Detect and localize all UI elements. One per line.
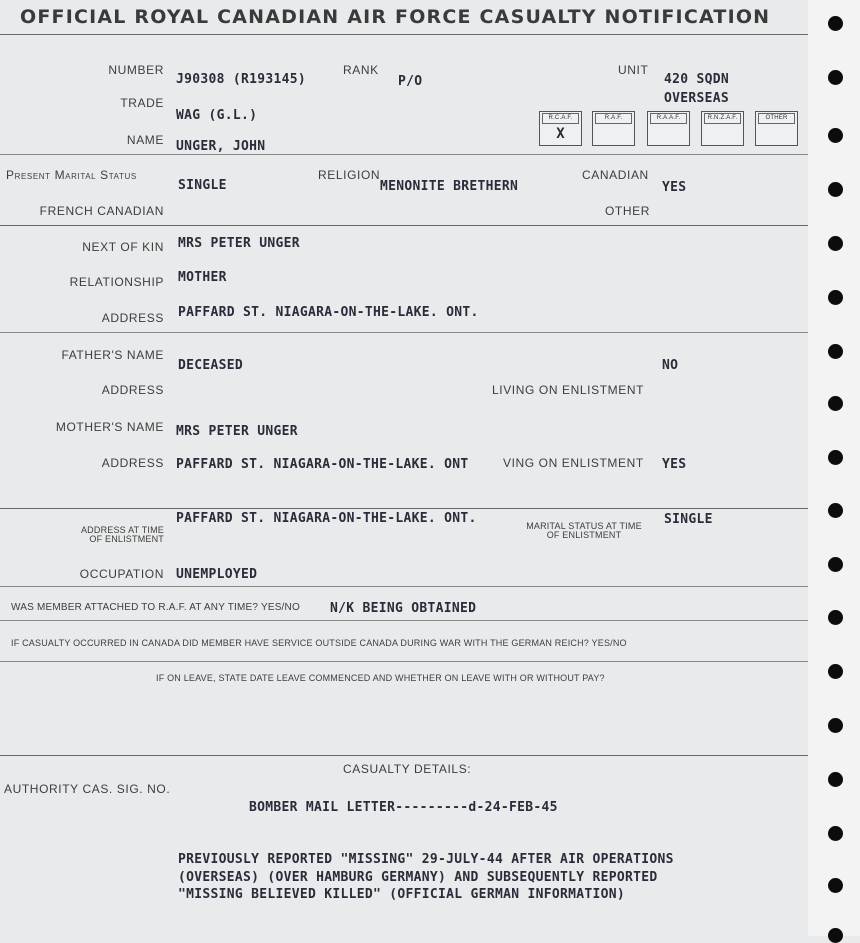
punch-hole <box>828 236 843 251</box>
enlistment-marital-label-line2: OF ENLISTMENT <box>546 530 622 540</box>
marital-status-value: SINGLE <box>178 178 227 193</box>
service-box-raf <box>592 111 635 146</box>
service-box-rnzaf <box>701 111 744 146</box>
number-label: NUMBER <box>108 63 164 77</box>
divider <box>0 586 808 587</box>
unit-value-line2: OVERSEAS <box>664 91 730 106</box>
service-box-raaf <box>647 111 690 146</box>
punch-hole <box>828 772 843 787</box>
service-box-label: R.N.Z.A.F. <box>704 113 741 124</box>
casualty-details-line2: (OVERSEAS) (OVER HAMBURG GERMANY) AND SUBSEQUENTLY REPORTED <box>178 870 658 885</box>
punch-hole <box>828 450 843 465</box>
enlistment-address-value: PAFFARD ST. NIAGARA-ON-THE-LAKE. ONT. <box>176 511 477 526</box>
service-box-rcaf <box>539 111 582 146</box>
form-title: OFFICIAL ROYAL CANADIAN AIR FORCE CASUALTY NOTIFICATION <box>20 6 771 28</box>
raf-answer-value: N/K BEING OBTAINED <box>330 601 477 616</box>
punch-hole <box>828 610 843 625</box>
enlistment-marital-label-line1: MARITAL STATUS AT TIME <box>526 521 642 531</box>
bomber-mail-line: BOMBER MAIL LETTER---------d-24-FEB-45 <box>249 800 558 815</box>
service-box-label: R.A.F. <box>595 113 632 124</box>
leave-question-label: IF ON LEAVE, STATE DATE LEAVE COMMENCED AND WHETHER ON LEAVE WITH OR WITHOUT PAY? <box>156 673 605 683</box>
mothers-name-value: MRS PETER UNGER <box>176 424 298 439</box>
service-box-label: OTHER <box>758 113 795 124</box>
punch-hole <box>828 16 843 31</box>
divider <box>0 755 808 756</box>
occupation-label: OCCUPATION <box>79 567 164 581</box>
french-canadian-label: FRENCH CANADIAN <box>39 204 164 218</box>
canadian-label: CANADIAN <box>582 168 649 182</box>
religion-label: RELIGION <box>318 168 381 182</box>
punch-hole <box>828 557 843 572</box>
next-of-kin-value: MRS PETER UNGER <box>178 236 300 251</box>
other-label: OTHER <box>605 204 650 218</box>
divider <box>0 508 808 509</box>
canadian-value: YES <box>662 180 687 195</box>
unit-value-line1: 420 SQDN <box>664 72 730 87</box>
raf-question-label: WAS MEMBER ATTACHED TO R.A.F. AT ANY TIME? YES/NO <box>11 602 300 613</box>
rank-label: RANK <box>343 63 379 77</box>
mother-living-label: VING ON ENLISTMENT <box>503 456 644 470</box>
mother-address-label: ADDRESS <box>101 456 164 470</box>
trade-label: TRADE <box>120 96 164 110</box>
authority-label: AUTHORITY CAS. SIG. NO. <box>4 782 171 796</box>
fathers-name-value: DECEASED <box>178 358 244 373</box>
punch-hole <box>828 826 843 841</box>
divider <box>0 34 808 35</box>
relationship-label: RELATIONSHIP <box>69 275 164 289</box>
divider <box>0 620 808 621</box>
punch-hole <box>828 128 843 143</box>
casualty-details-label: CASUALTY DETAILS: <box>343 762 472 776</box>
divider <box>0 332 808 333</box>
number-value: J90308 (R193145) <box>176 72 307 87</box>
service-box-label: R.C.A.F. <box>542 113 579 124</box>
father-living-value: NO <box>662 358 679 373</box>
occupation-value: UNEMPLOYED <box>176 567 258 582</box>
father-address-label: ADDRESS <box>101 383 164 397</box>
trade-value: WAG (G.L.) <box>176 108 258 123</box>
mother-living-value: YES <box>662 457 687 472</box>
nok-address-label: ADDRESS <box>101 311 164 325</box>
relationship-value: MOTHER <box>178 270 227 285</box>
fathers-name-label: FATHER'S NAME <box>61 348 164 362</box>
enlistment-marital-value: SINGLE <box>664 512 713 527</box>
casualty-details-line1: PREVIOUSLY REPORTED "MISSING" 29-JULY-44 AFTER AIR OPERATIONS <box>178 852 674 867</box>
service-box-mark: X <box>556 126 565 142</box>
punch-hole <box>828 182 843 197</box>
enlistment-address-label-line2: OF ENLISTMENT <box>89 534 164 544</box>
punch-hole <box>828 396 843 411</box>
divider <box>0 154 808 155</box>
canada-question-label: IF CASUALTY OCCURRED IN CANADA DID MEMBER HAVE SERVICE OUTSIDE CANADA DURING WAR WITH THE GERMAN REICH? YES/NO <box>11 638 627 648</box>
punch-hole <box>828 664 843 679</box>
casualty-details-line3: "MISSING BELIEVED KILLED" (OFFICIAL GERMAN INFORMATION) <box>178 887 625 902</box>
marital-status-label: Present Marital Status <box>6 168 137 182</box>
religion-value: MENONITE BRETHERN <box>380 179 519 194</box>
mothers-name-label: MOTHER'S NAME <box>55 420 164 434</box>
nok-address-value: PAFFARD ST. NIAGARA-ON-THE-LAKE. ONT. <box>178 305 479 320</box>
father-living-label: LIVING ON ENLISTMENT <box>492 383 645 397</box>
enlistment-marital-label <box>510 522 658 540</box>
punch-hole <box>828 718 843 733</box>
enlistment-address-label <box>60 526 164 544</box>
enlistment-address-label-line1: ADDRESS AT TIME <box>80 525 164 535</box>
divider <box>0 661 808 662</box>
unit-label: UNIT <box>618 63 649 77</box>
next-of-kin-label: NEXT OF KIN <box>82 240 164 254</box>
name-value: UNGER, JOHN <box>176 139 266 154</box>
service-box-other <box>755 111 798 146</box>
punch-hole <box>828 878 843 893</box>
punch-hole <box>828 70 843 85</box>
service-box-label: R.A.A.F. <box>650 113 687 124</box>
punch-hole <box>828 503 843 518</box>
mother-address-value: PAFFARD ST. NIAGARA-ON-THE-LAKE. ONT <box>176 457 469 472</box>
punch-hole <box>828 290 843 305</box>
divider <box>0 225 808 226</box>
punch-hole <box>828 344 843 359</box>
rank-value: P/O <box>398 74 423 89</box>
name-label: NAME <box>126 133 164 147</box>
